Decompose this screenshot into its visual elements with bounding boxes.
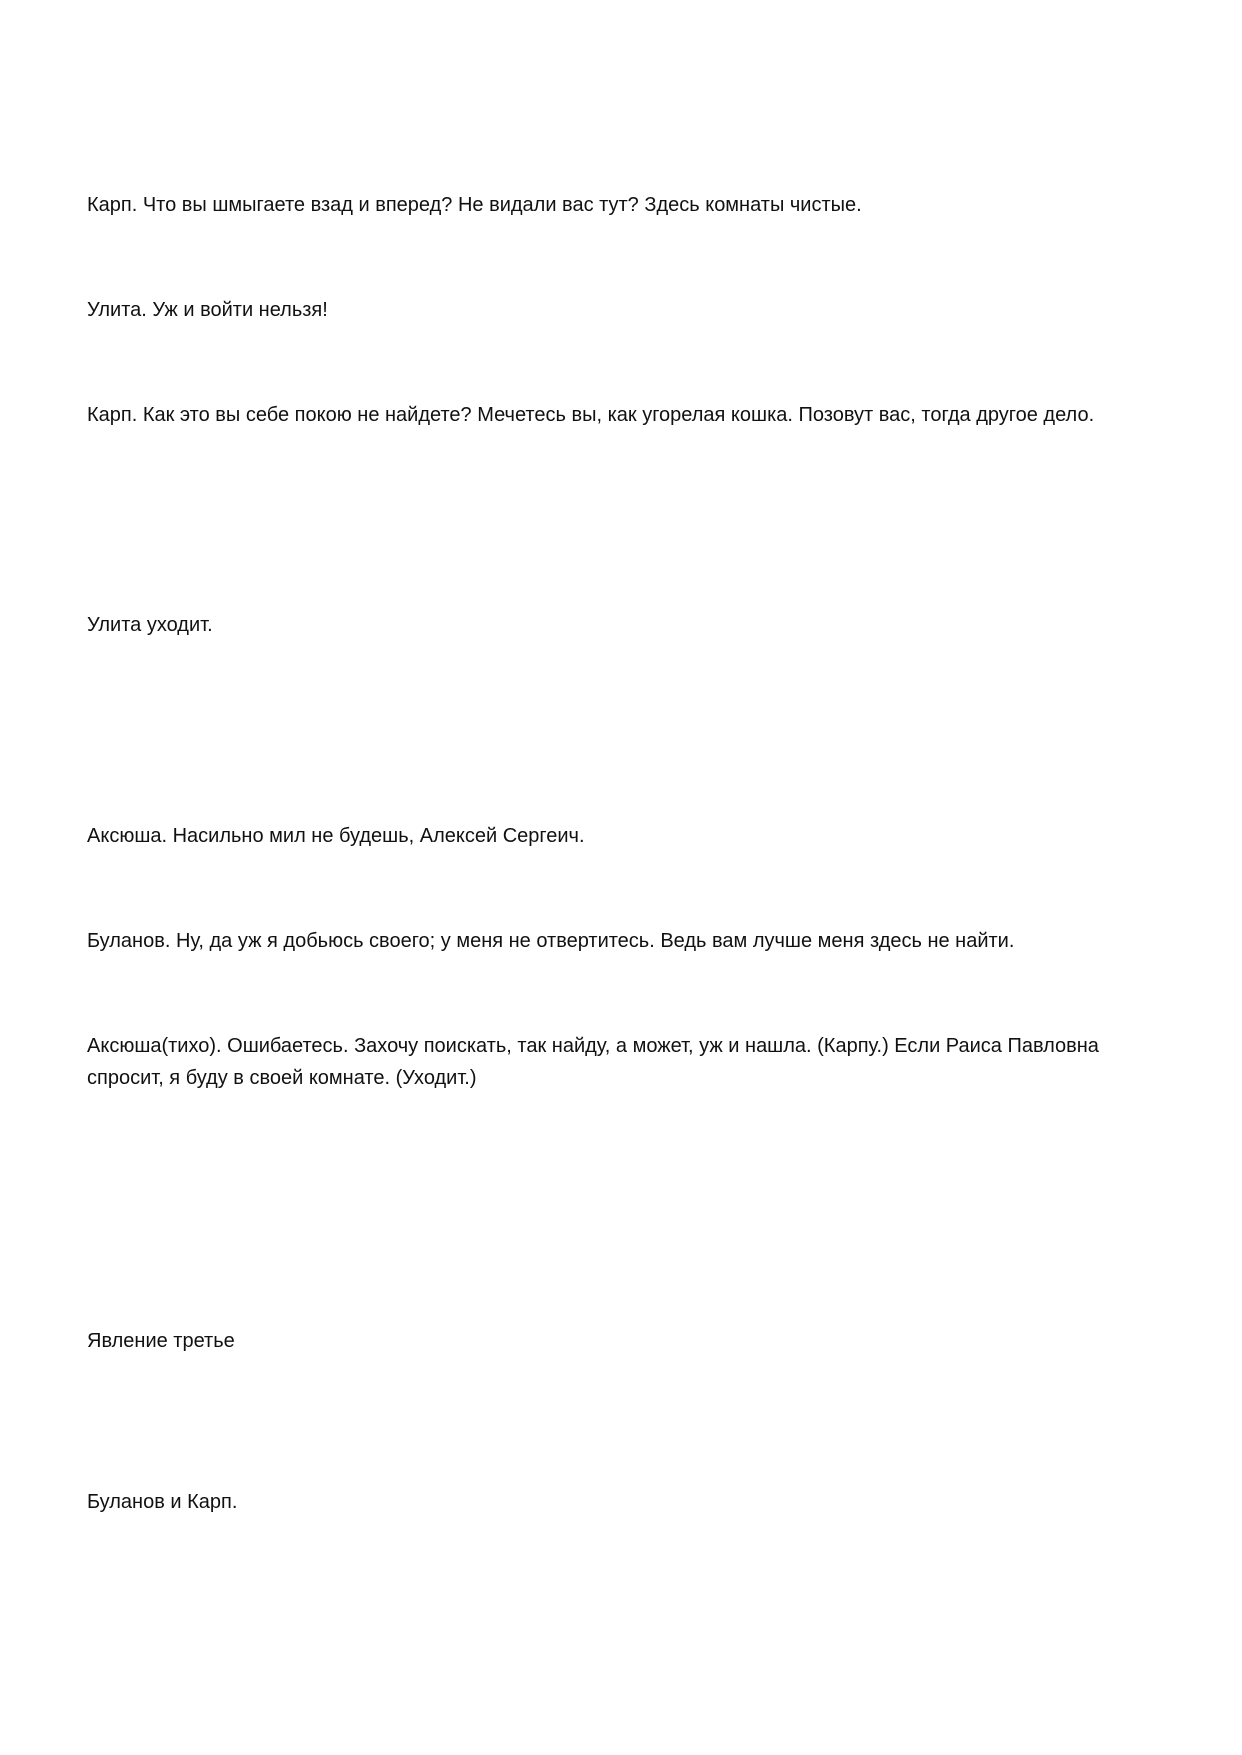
scene-heading: Явление третье [87, 1330, 235, 1352]
paragraph-bulanov-1: Буланов. Ну, да уж я добьюсь своего; у меня не отвертитесь. Ведь вам лучше меня здесь не найти. [87, 930, 1015, 952]
paragraph-ulita-1: Улита. Уж и войти нельзя! [87, 299, 328, 321]
paragraph-karp-1: Карп. Что вы шмыгаете взад и вперед? Не видали вас тут? Здесь комнаты чистые. [87, 194, 862, 216]
paragraph-aksyusha-2: Аксюша(тихо). Ошибаетесь. Захочу поискать, так найду, а может, уж и нашла. (Карпу.) Если Раиса Павловна спросит, я буду в своей комнате. (Уходит.) [87, 1035, 1099, 1089]
paragraph-karp-2: Карп. Как это вы себе покою не найдете? Мечетесь вы, как угорелая кошка. Позовут вас, тогда другое дело. [87, 404, 1095, 426]
scene-characters: Буланов и Карп. [87, 1491, 238, 1513]
paragraph-aksyusha-1: Аксюша. Насильно мил не будешь, Алексей Сергеич. [87, 825, 585, 847]
stage-direction-ulita-exits: Улита уходит. [87, 614, 213, 636]
